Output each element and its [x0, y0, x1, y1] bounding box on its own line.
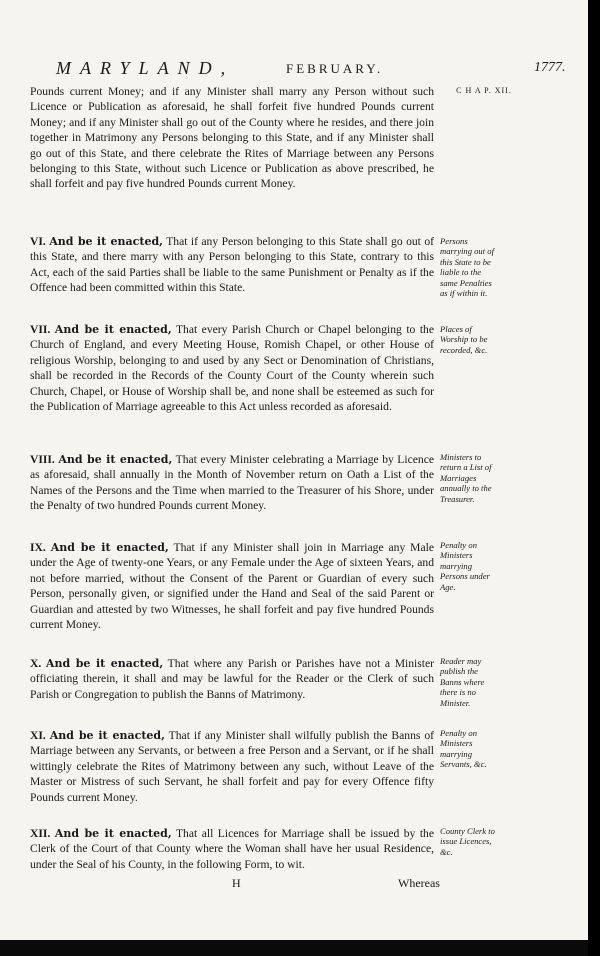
- enacting-clause: And be it enacted,: [58, 453, 173, 466]
- enacting-clause: And be it enacted,: [54, 827, 172, 840]
- paragraph-text: That where any Parish or Parishes have not a Minister officiating therein, it shall and may be lawful for the Reader or the Clerk of such Parish or Congregation to publish the Banns of Matrimony.: [30, 657, 434, 701]
- paragraph-text: That every Parish Church or Chapel belonging to the Church of England, and every Meeting House, Romish Chapel, or other House of religious Worship, belonging to and used by any Sect or Denomination of Christians, shall be recorded in the Records of the County Court of the County wherein such Church, Chapel, or House of Worship shall be, and none shall be esteemed as such for the Publication of Marriage agreeable to this Act unless recorded as aforesaid.: [30, 323, 434, 414]
- sidenote-xii: County Clerk to issue Licences, &c.: [440, 826, 495, 857]
- section-xi: [30, 728, 434, 805]
- paragraph-text: That if any Person belonging to this State shall go out of this State, and there marry with any Person belonging to this State, contrary to this Act, each of the said Parties shall be liable to the same Punishment or Penalty as if the Offence had been committed within this State.: [30, 235, 434, 295]
- paragraph-text: That if any Minister shall wilfully publish the Banns of Marriage between any Servants, or between a free Person and a Servant, or if he shall wittingly celebrate the Rites of Matrimony between any such, without Leave of the Master or Mistress of such Servant, he shall forfeit and pay for every Offence fifty Pounds current Money.: [30, 729, 434, 804]
- enacting-clause: And be it enacted,: [49, 235, 163, 248]
- section-vi: [30, 234, 434, 296]
- enacting-clause: And be it enacted,: [54, 323, 172, 336]
- enacting-clause: And be it enacted,: [49, 729, 165, 742]
- paragraph-text: That if any Minister shall join in Marriage any Male under the Age of twenty-one Years, or any Female under the Age of sixteen Years, and not before married, without the Consent of the Parent or Guardian of every such Person, personally given, or signified under the Hand and Seal of the said Parent or Guardian and attested by two Witnesses, he shall forfeit and pay five hundred Pounds current Money.: [30, 541, 434, 632]
- section-vii: [30, 322, 434, 414]
- paragraph-text: Pounds current Money; and if any Minister shall marry any Person without such Licence or Publication as aforesaid, he shall forfeit five hundred Pounds current Money; and if any Minister shall go out of the County where he resides, and there join together in Matrimony any Persons belonging to this State, and if any Minister shall go out of this State, and there celebrate the Rites of Marriage between any Persons belonging to this State, without such Licence or Publication as above prescribed, he shall forfeit and pay five hundred Pounds current Money.: [30, 85, 434, 191]
- section-x: [30, 656, 434, 702]
- section-number: VII.: [30, 323, 51, 336]
- sidenote-chapter: C H A P. XII.: [456, 86, 512, 95]
- enacting-clause: And be it enacted,: [45, 657, 164, 670]
- header-title: MARYLAND,: [56, 58, 235, 78]
- sidenote-x: Reader may publish the Banns where there is no Minister.: [440, 656, 485, 708]
- section-number: X.: [30, 657, 42, 670]
- section-number: VI.: [30, 235, 46, 248]
- section-number: XII.: [30, 827, 51, 840]
- sidenote-xi: Penalty on Ministers marrying Servants, &c.: [440, 728, 487, 770]
- paragraph-text: That every Minister celebrating a Marriage by Licence as aforesaid, shall annually in the Month of November return on Oath a List of the Names of the Persons and the Time when married to the Treasurer of his Shore, under the Penalty of two hundred Pounds current Money.: [30, 453, 434, 513]
- section-xii: [30, 826, 434, 872]
- header-month: FEBRUARY.: [286, 61, 384, 76]
- sidenote-vi: Persons marrying out of this State to be liable to the same Penalties as if within it.: [440, 236, 494, 299]
- enacting-clause: And be it enacted,: [50, 541, 169, 554]
- header-year: 1777.: [534, 60, 566, 75]
- section-viii: [30, 452, 434, 514]
- scan-edge-shadow: [588, 0, 600, 956]
- section-number: IX.: [30, 541, 46, 554]
- catchword: Whereas: [398, 876, 440, 890]
- section-ix: [30, 540, 434, 632]
- paragraph-text: That all Licences for Marriage shall be issued by the Clerk of the Court of that County where the Woman shall have her usual Residence, under the Seal of his County, in the following Form, to wit.: [30, 827, 435, 871]
- section-number: XI.: [30, 729, 46, 742]
- signature-mark: H: [232, 876, 241, 890]
- paragraph-continuation: [30, 84, 434, 192]
- sidenote-ix: Penalty on Ministers marrying Persons under Age.: [440, 540, 490, 592]
- section-number: VIII.: [30, 453, 55, 466]
- sidenote-vii: Places of Worship to be recorded, &c.: [440, 324, 488, 355]
- running-header: [0, 58, 588, 82]
- sidenote-viii: Ministers to return a List of Marriages annually to the Treasurer.: [440, 452, 492, 504]
